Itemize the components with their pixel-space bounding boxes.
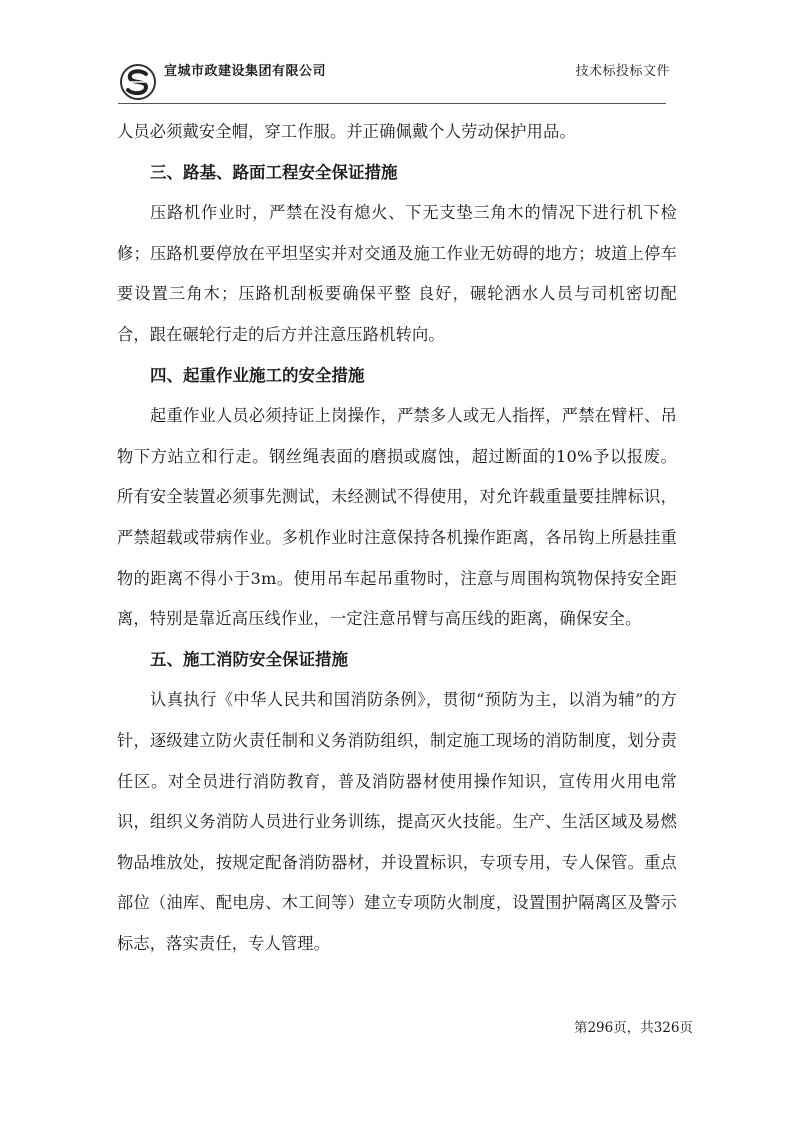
page-header (118, 52, 708, 102)
company-logo-icon (118, 62, 158, 102)
document-type: 技术标投标文件 (575, 64, 670, 79)
section-heading-5: 五、施工消防安全保证措施 (150, 649, 348, 669)
company-name: 宣城市政建设集团有限公司 (164, 64, 327, 79)
paragraph-fire-safety: 认真执行《中华人民共和国消防条例》，贯彻“预防为主，以消为辅”的方针，逐级建立防火责任制和义务消防组织，制定施工现场的消防制度，划分责任区。对全员进行消防教育，普及消防器材使用操作知识，宣传用火用电常识，组织义务消防人员进行业务训练，提高灭火技能。生产、生活区域及易燃物品堆放处，按规定配备消防器材，并设置标识，专项专用，专人保管。重点部位（油库、配电房、木工间等）建立专项防火制度，设置围护隔离区及警示标志，落实责任，专人管理。 (117, 690, 677, 953)
section-heading-4: 四、起重作业施工的安全措施 (150, 365, 365, 385)
header-divider (118, 103, 666, 104)
paragraph-lifting-safety: 起重作业人员必须持证上岗操作，严禁多人或无人指挥，严禁在臂杆、吊物下方站立和行走。钢丝绳表面的磨损或腐蚀，超过断面的10%予以报废。所有安全装置必须事先测试，未经测试不得使用，对允许载重量要挂牌标识，严禁超载或带病作业。多机作业时注意保持各机操作距离，各吊钩上所悬挂重物的距离不得小于3m。使用吊车起吊重物时，注意与周围构筑物保持安全距离，特别是靠近高压线作业，一定注意吊臂与高压线的距离，确保安全。 (117, 406, 677, 629)
paragraph-continuation: 人员必须戴安全帽，穿工作服。并正确佩戴个人劳动保护用品。 (117, 122, 576, 141)
document-body (117, 112, 677, 964)
paragraph-roller-safety: 压路机作业时，严禁在没有熄火、下无支垫三角木的情况下进行机下检修；压路机要停放在平坦坚实并对交通及施工作业无妨碍的地方；坡道上停车要设置三角木；压路机刮板要确保平整 良好，碾轮洒水人员与司机密切配合，跟在碾轮行走的后方并注意压路机转向。 (117, 203, 677, 344)
section-heading-3: 三、路基、路面工程安全保证措施 (150, 162, 398, 182)
page-number: 第296页，共326页 (573, 1020, 693, 1036)
